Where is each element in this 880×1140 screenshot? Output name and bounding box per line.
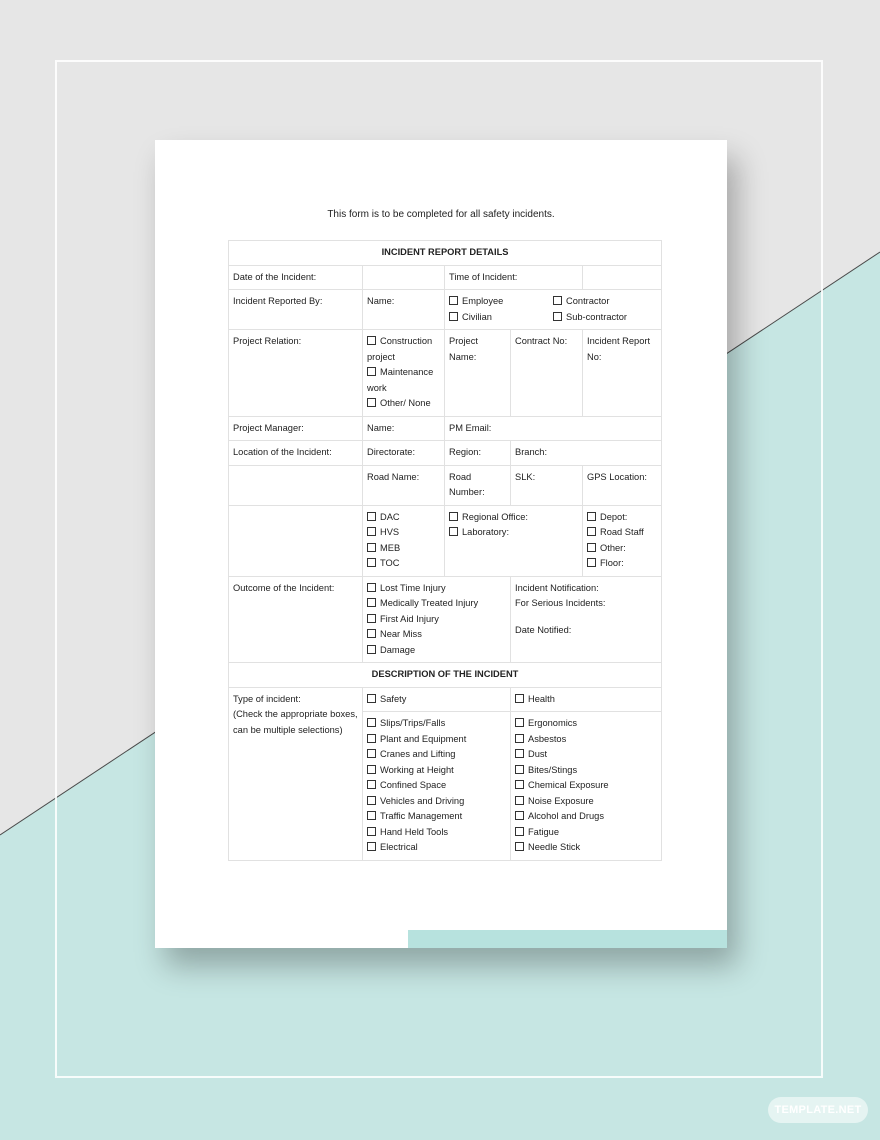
checkbox-icon[interactable] [587,512,596,521]
manager-label: Project Manager: [229,416,363,441]
checkbox-icon[interactable] [367,811,376,820]
health-noise[interactable]: Noise Exposure [515,794,657,810]
empty-cell [229,505,363,576]
type-label-cell [229,687,363,860]
location-meb[interactable]: MEB [367,541,440,557]
table-row [229,241,662,266]
location-floor[interactable]: Floor: [587,556,657,572]
road-number-field[interactable]: Road Number: [445,465,511,505]
location-other[interactable]: Other: [587,541,657,557]
incident-form-table [228,240,662,861]
checkbox-icon[interactable] [367,827,376,836]
reporter-name-field[interactable] [363,290,445,330]
safety-electrical[interactable]: Electrical [367,840,506,856]
outcome-near-miss[interactable]: Near Miss [367,627,506,643]
checkbox-icon[interactable] [515,796,524,805]
location-hvs[interactable]: HVS [367,525,440,541]
location-label: Location of the Incident: [229,441,363,466]
location-laboratory[interactable]: Laboratory: [449,525,578,541]
health-bites[interactable]: Bites/Stings [515,763,657,779]
time-label: Time of Incident: [445,265,583,290]
checkbox-icon[interactable] [449,527,458,536]
table-row [229,416,662,441]
location-dac[interactable]: DAC [367,510,440,526]
contract-no-field[interactable]: Contract No: [511,330,583,417]
location-options-a [363,505,445,576]
project-relation-label: Project Relation: [229,330,363,417]
reporter-type-civilian[interactable]: Civilian [449,310,553,326]
intro-text: This form is to be completed for all safety incidents. [327,209,555,220]
project-name-field[interactable]: Project Name: [445,330,511,417]
checkbox-icon[interactable] [449,312,458,321]
location-options-b [445,505,583,576]
checkbox-icon[interactable] [449,512,458,521]
safety-types-list [363,712,511,861]
table-row [229,290,662,330]
pm-email-field[interactable]: PM Email: [445,416,662,441]
outcome-options [363,576,511,663]
checkbox-icon[interactable] [367,512,376,521]
details-section-header: INCIDENT REPORT DETAILS [229,241,662,266]
time-field[interactable] [583,265,662,290]
relation-maintenance[interactable]: Maintenance work [367,367,434,393]
type-note: (Check the appropriate boxes, can be multiple selections) [233,709,358,735]
checkbox-icon[interactable] [367,367,376,376]
safety-confined[interactable]: Confined Space [367,778,506,794]
date-field[interactable] [363,265,445,290]
health-asbestos[interactable]: Asbestos [515,732,657,748]
location-options-c [583,505,662,576]
checkbox-icon[interactable] [367,398,376,407]
location-toc[interactable]: TOC [367,556,440,572]
checkbox-icon[interactable] [367,749,376,758]
checkbox-icon[interactable] [553,296,562,305]
checkbox-icon[interactable] [367,734,376,743]
checkbox-icon[interactable] [515,842,524,851]
location-road-staff[interactable]: Road Staff [587,525,657,541]
checkbox-icon[interactable] [449,296,458,305]
checkbox-icon[interactable] [515,780,524,789]
outcome-medically-treated[interactable]: Medically Treated Injury [367,596,506,612]
directorate-field[interactable]: Directorate: [363,441,445,466]
checkbox-icon[interactable] [587,558,596,567]
outcome-damage[interactable]: Damage [367,643,506,659]
table-row [229,265,662,290]
type-health-option[interactable]: Health [511,687,662,712]
outcome-first-aid[interactable]: First Aid Injury [367,612,506,628]
type-safety-option[interactable]: Safety [363,687,511,712]
outcome-label: Outcome of the Incident: [229,576,363,663]
checkbox-icon[interactable] [515,827,524,836]
relation-other[interactable]: Other/ None [367,396,440,412]
health-fatigue[interactable]: Fatigue [515,825,657,841]
table-row [229,687,662,712]
checkbox-icon[interactable] [515,718,524,727]
gps-field[interactable]: GPS Location: [583,465,662,505]
checkbox-icon[interactable] [367,598,376,607]
checkbox-icon[interactable] [367,583,376,592]
checkbox-icon[interactable] [367,796,376,805]
date-label: Date of the Incident: [229,265,363,290]
manager-name-field[interactable]: Name: [363,416,445,441]
table-row [229,576,662,663]
safety-plant[interactable]: Plant and Equipment [367,732,506,748]
checkbox-icon[interactable] [587,527,596,536]
safety-tools[interactable]: Hand Held Tools [367,825,506,841]
checkbox-icon[interactable] [515,749,524,758]
health-alcohol[interactable]: Alcohol and Drugs [515,809,657,825]
relation-construction[interactable]: Construction project [367,336,433,362]
checkbox-icon[interactable] [515,765,524,774]
table-row [229,441,662,466]
checkbox-icon[interactable] [367,558,376,567]
location-regional-office[interactable]: Regional Office: [449,510,578,526]
page-accent-bar [408,930,727,948]
region-field[interactable]: Region: [445,441,511,466]
health-dust[interactable]: Dust [515,747,657,763]
safety-height[interactable]: Working at Height [367,763,506,779]
checkbox-icon[interactable] [367,614,376,623]
reported-by-label: Incident Reported By: [229,290,363,330]
table-row [229,465,662,505]
reporter-type-subcontractor[interactable]: Sub-contractor [553,310,657,326]
checkbox-icon[interactable] [587,543,596,552]
table-row [229,505,662,576]
table-row [229,663,662,688]
report-no-field[interactable]: Incident Report No: [583,330,662,417]
checkbox-icon[interactable] [367,718,376,727]
checkbox-icon[interactable] [367,629,376,638]
reporter-type-options [445,290,662,330]
notification-label: Incident Notification: [515,582,599,593]
table-row [229,330,662,417]
safety-slips[interactable]: Slips/Trips/Falls [367,716,506,732]
checkbox-icon[interactable] [367,336,376,345]
reporter-type-contractor[interactable]: Contractor [553,294,657,310]
safety-traffic[interactable]: Traffic Management [367,809,506,825]
description-section-header: DESCRIPTION OF THE INCIDENT [229,663,662,688]
relation-options [363,330,445,417]
checkbox-icon[interactable] [367,527,376,536]
serious-incidents-label: For Serious Incidents: [515,598,606,608]
safety-vehicles[interactable]: Vehicles and Driving [367,794,506,810]
outcome-lost-time[interactable]: Lost Time Injury [367,581,506,597]
checkbox-icon[interactable] [367,765,376,774]
checkbox-icon[interactable] [553,312,562,321]
checkbox-icon[interactable] [367,780,376,789]
reporter-type-employee[interactable]: Employee [449,294,553,310]
location-depot[interactable]: Depot: [587,510,657,526]
safety-cranes[interactable]: Cranes and Lifting [367,747,506,763]
health-types-list [511,712,662,861]
date-notified-label: Date Notified: [515,624,572,635]
health-chemical[interactable]: Chemical Exposure [515,778,657,794]
reporter-name-label: Name: [367,296,395,306]
empty-cell [229,465,363,505]
template-net-watermark[interactable]: TEMPLATE.NET [768,1097,868,1123]
checkbox-icon[interactable] [515,811,524,820]
road-name-field[interactable]: Road Name: [363,465,445,505]
branch-field[interactable]: Branch: [511,441,662,466]
health-ergonomics[interactable]: Ergonomics [515,716,657,732]
checkbox-icon[interactable] [367,842,376,851]
checkbox-icon[interactable] [515,694,524,703]
checkbox-icon[interactable] [367,543,376,552]
type-label: Type of incident: [233,693,301,704]
checkbox-icon[interactable] [367,645,376,654]
checkbox-icon[interactable] [367,694,376,703]
notification-cell[interactable] [511,576,662,663]
document-page [155,140,727,948]
checkbox-icon[interactable] [515,734,524,743]
slk-field[interactable]: SLK: [511,465,583,505]
health-needle[interactable]: Needle Stick [515,840,657,856]
